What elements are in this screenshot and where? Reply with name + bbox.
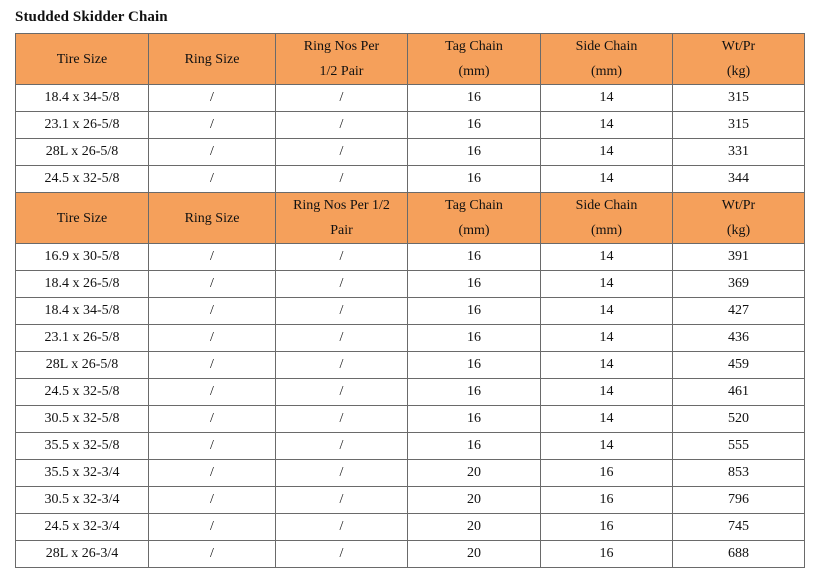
skidder-chain-table <box>15 33 805 568</box>
cell-tire-size: 18.4 x 26-5/8 <box>16 271 149 298</box>
cell-weight: 459 <box>673 352 805 379</box>
table-row <box>16 298 805 325</box>
cell-side-chain: 14 <box>541 352 673 379</box>
header-tag-chain: Tag Chain (mm) <box>408 193 541 244</box>
table-row <box>16 541 805 568</box>
cell-side-chain: 14 <box>541 379 673 406</box>
cell-tire-size: 35.5 x 32-5/8 <box>16 433 149 460</box>
cell-ring-nos: / <box>276 406 408 433</box>
cell-tag-chain: 16 <box>408 298 541 325</box>
cell-side-chain: 14 <box>541 271 673 298</box>
table-row <box>16 244 805 271</box>
cell-side-chain: 16 <box>541 460 673 487</box>
header-side-chain: Side Chain (mm) <box>541 34 673 85</box>
cell-side-chain: 14 <box>541 112 673 139</box>
table-row <box>16 112 805 139</box>
cell-side-chain: 14 <box>541 244 673 271</box>
cell-tag-chain: 20 <box>408 514 541 541</box>
header-tire-size: Tire Size <box>16 193 149 244</box>
table-row <box>16 352 805 379</box>
cell-ring-size: / <box>149 406 276 433</box>
cell-weight: 555 <box>673 433 805 460</box>
cell-weight: 461 <box>673 379 805 406</box>
cell-ring-size: / <box>149 166 276 193</box>
table-row <box>16 85 805 112</box>
table-row <box>16 514 805 541</box>
cell-ring-nos: / <box>276 298 408 325</box>
cell-ring-nos: / <box>276 85 408 112</box>
cell-weight: 427 <box>673 298 805 325</box>
header-tag-chain: Tag Chain (mm) <box>408 34 541 85</box>
header-weight: Wt/Pr (kg) <box>673 34 805 85</box>
cell-ring-nos: / <box>276 487 408 514</box>
cell-ring-nos: / <box>276 379 408 406</box>
cell-tire-size: 16.9 x 30-5/8 <box>16 244 149 271</box>
table-row <box>16 166 805 193</box>
cell-side-chain: 14 <box>541 85 673 112</box>
cell-ring-size: / <box>149 352 276 379</box>
header-tire-size: Tire Size <box>16 34 149 85</box>
cell-ring-nos: / <box>276 541 408 568</box>
cell-ring-size: / <box>149 244 276 271</box>
table-row <box>16 406 805 433</box>
cell-side-chain: 16 <box>541 541 673 568</box>
cell-tire-size: 18.4 x 34-5/8 <box>16 298 149 325</box>
table-row <box>16 379 805 406</box>
cell-ring-size: / <box>149 514 276 541</box>
table-row <box>16 433 805 460</box>
cell-weight: 315 <box>673 112 805 139</box>
cell-ring-size: / <box>149 433 276 460</box>
cell-tire-size: 24.5 x 32-3/4 <box>16 514 149 541</box>
cell-tag-chain: 16 <box>408 325 541 352</box>
cell-ring-size: / <box>149 460 276 487</box>
cell-tire-size: 30.5 x 32-5/8 <box>16 406 149 433</box>
cell-tag-chain: 20 <box>408 541 541 568</box>
cell-weight: 391 <box>673 244 805 271</box>
header-side-chain: Side Chain (mm) <box>541 193 673 244</box>
cell-tire-size: 23.1 x 26-5/8 <box>16 325 149 352</box>
cell-ring-nos: / <box>276 325 408 352</box>
cell-ring-nos: / <box>276 352 408 379</box>
cell-tire-size: 35.5 x 32-3/4 <box>16 460 149 487</box>
cell-ring-size: / <box>149 85 276 112</box>
cell-ring-size: / <box>149 298 276 325</box>
cell-ring-nos: / <box>276 139 408 166</box>
cell-tag-chain: 16 <box>408 112 541 139</box>
cell-side-chain: 14 <box>541 433 673 460</box>
cell-tag-chain: 20 <box>408 460 541 487</box>
table-body <box>16 34 805 568</box>
cell-tag-chain: 16 <box>408 433 541 460</box>
cell-ring-nos: / <box>276 460 408 487</box>
cell-weight: 315 <box>673 85 805 112</box>
cell-weight: 745 <box>673 514 805 541</box>
cell-tag-chain: 16 <box>408 406 541 433</box>
cell-side-chain: 14 <box>541 406 673 433</box>
document-title: Studded Skidder Chain <box>15 9 168 25</box>
cell-ring-size: / <box>149 325 276 352</box>
cell-tag-chain: 16 <box>408 352 541 379</box>
cell-weight: 331 <box>673 139 805 166</box>
table-row <box>16 325 805 352</box>
header-ring-size: Ring Size <box>149 34 276 85</box>
cell-tire-size: 18.4 x 34-5/8 <box>16 85 149 112</box>
cell-tag-chain: 20 <box>408 487 541 514</box>
cell-side-chain: 14 <box>541 298 673 325</box>
cell-ring-size: / <box>149 271 276 298</box>
cell-weight: 688 <box>673 541 805 568</box>
cell-weight: 853 <box>673 460 805 487</box>
cell-side-chain: 14 <box>541 325 673 352</box>
header-weight: Wt/Pr (kg) <box>673 193 805 244</box>
cell-side-chain: 14 <box>541 166 673 193</box>
cell-ring-size: / <box>149 112 276 139</box>
cell-ring-size: / <box>149 379 276 406</box>
cell-tire-size: 28L x 26-5/8 <box>16 352 149 379</box>
cell-weight: 436 <box>673 325 805 352</box>
cell-tag-chain: 16 <box>408 244 541 271</box>
header-ring-nos: Ring Nos Per 1/2 Pair <box>276 193 408 244</box>
cell-weight: 520 <box>673 406 805 433</box>
cell-weight: 796 <box>673 487 805 514</box>
cell-ring-nos: / <box>276 271 408 298</box>
cell-tag-chain: 16 <box>408 85 541 112</box>
cell-ring-nos: / <box>276 433 408 460</box>
cell-tire-size: 24.5 x 32-5/8 <box>16 166 149 193</box>
cell-tire-size: 24.5 x 32-5/8 <box>16 379 149 406</box>
cell-tag-chain: 16 <box>408 166 541 193</box>
cell-tag-chain: 16 <box>408 379 541 406</box>
table-row <box>16 460 805 487</box>
cell-side-chain: 16 <box>541 514 673 541</box>
cell-ring-nos: / <box>276 514 408 541</box>
cell-tire-size: 30.5 x 32-3/4 <box>16 487 149 514</box>
cell-ring-size: / <box>149 139 276 166</box>
table-row <box>16 487 805 514</box>
header-ring-nos: Ring Nos Per 1/2 Pair <box>276 34 408 85</box>
cell-tire-size: 23.1 x 26-5/8 <box>16 112 149 139</box>
cell-ring-nos: / <box>276 166 408 193</box>
cell-weight: 369 <box>673 271 805 298</box>
cell-side-chain: 16 <box>541 487 673 514</box>
header-ring-size: Ring Size <box>149 193 276 244</box>
cell-tire-size: 28L x 26-3/4 <box>16 541 149 568</box>
cell-ring-size: / <box>149 541 276 568</box>
cell-weight: 344 <box>673 166 805 193</box>
cell-tag-chain: 16 <box>408 271 541 298</box>
cell-ring-nos: / <box>276 112 408 139</box>
table-header-row <box>16 34 805 85</box>
cell-tire-size: 28L x 26-5/8 <box>16 139 149 166</box>
cell-side-chain: 14 <box>541 139 673 166</box>
cell-tag-chain: 16 <box>408 139 541 166</box>
table-header-row <box>16 193 805 244</box>
cell-ring-nos: / <box>276 244 408 271</box>
table-row <box>16 139 805 166</box>
cell-ring-size: / <box>149 487 276 514</box>
table-row <box>16 271 805 298</box>
